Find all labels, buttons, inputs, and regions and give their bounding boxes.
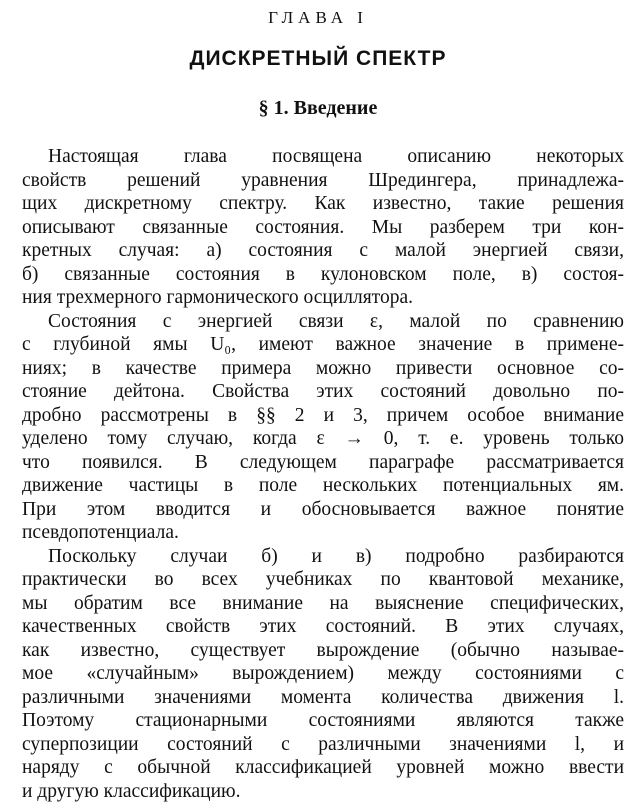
text-line: различными значениями момента количества движения l. [22, 686, 624, 708]
paragraph-3 [22, 545, 624, 804]
chapter-label: ГЛАВА I [268, 8, 368, 27]
text-line: мы обратим все внимание на выяснение специфических, [22, 592, 624, 614]
text-line: псевдопотенциала. [22, 522, 179, 543]
body-text [22, 145, 624, 803]
text-line: и другую классификацию. [22, 780, 241, 802]
paragraph-1 [22, 145, 624, 310]
text-line: с глубиной ямы U₀, имеют важное значение в примене- [22, 334, 624, 355]
text-line: щих дискретному спектру. Как известно, такие решения [22, 193, 624, 214]
text-line: Поскольку случаи б) и в) подробно разбираются [48, 545, 624, 567]
text-line: движение частицы в поле нескольких потенциальных ям. [22, 475, 624, 496]
text-line: суперпозиции состояний с различными значениями l, и [22, 733, 624, 755]
text-line: стояние дейтона. Свойства этих состояний довольно по- [22, 381, 624, 402]
text-line: описывают связанные состояния. Мы разберем три кон- [22, 216, 624, 238]
paragraph-2 [22, 310, 624, 545]
text-line: Поэтому стационарными состояниями являются также [22, 710, 624, 731]
text-line: Настоящая глава посвящена описанию некоторых [48, 146, 624, 167]
text-line: свойств решений уравнения Шредингера, принадлежа- [22, 169, 624, 191]
text-line: дробно рассмотрены в §§ 2 и 3, причем особое внимание [22, 404, 624, 426]
chapter-title: ДИСКРЕТНЫЙ СПЕКТР [189, 47, 447, 70]
text-line: При этом вводится и обосновывается важное понятие [22, 498, 624, 520]
text-line: ния трехмерного гармонического осциллятора. [22, 287, 413, 308]
text-line: б) связанные состояния в кулоновском поле, в) состоя- [22, 263, 624, 285]
text-line: ниях; в качестве примера можно привести основное со- [22, 357, 624, 379]
text-line: уделено тому случаю, когда ε → 0, т. е. уровень только [22, 428, 624, 449]
text-line: как известно, существует вырождение (обычно называе- [22, 639, 624, 661]
text-line: кретных случая: а) состояния с малой энергией связи, [22, 240, 624, 261]
section-title: § 1. Введение [258, 97, 378, 119]
text-line: мое «случайным» вырождением) между состояниями с [22, 663, 624, 684]
text-line: практически во всех учебниках по квантовой механике, [22, 569, 624, 590]
text-line: качественных свойств этих состояний. В этих случаях, [22, 616, 624, 637]
text-line: Состояния с энергией связи ε, малой по сравнению [48, 310, 624, 332]
text-line: наряду с обычной классификацией уровней можно ввести [22, 757, 624, 778]
text-line: что появился. В следующем параграфе рассматривается [22, 451, 624, 473]
